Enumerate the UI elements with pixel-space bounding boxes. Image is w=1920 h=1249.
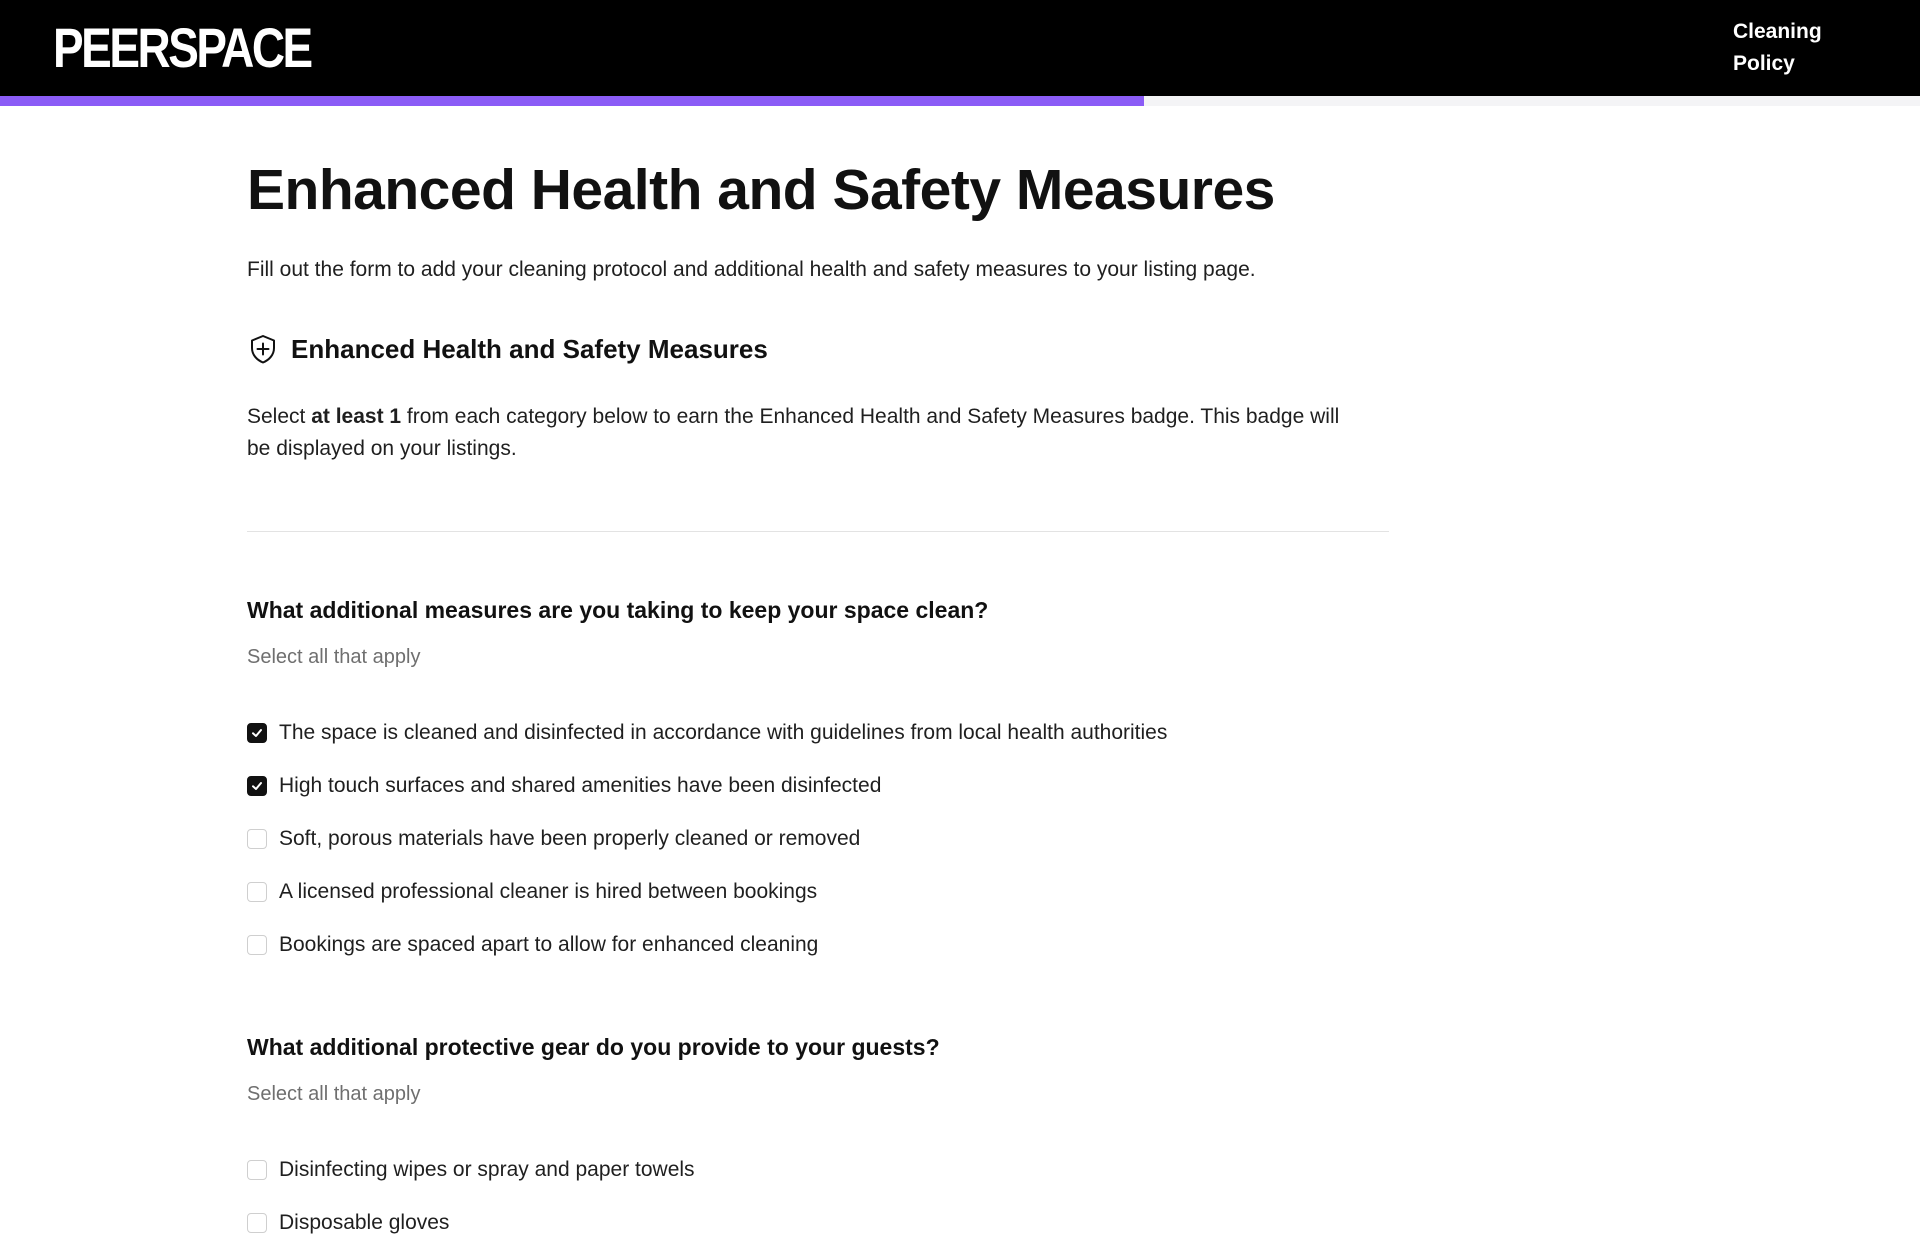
option-label: A licensed professional cleaner is hired between bookings bbox=[279, 879, 818, 903]
question-protective-gear bbox=[247, 1031, 1389, 1249]
checkbox[interactable] bbox=[247, 935, 267, 955]
section-intro bbox=[247, 401, 1367, 465]
checkbox[interactable] bbox=[247, 776, 267, 796]
intro-bold: at least 1 bbox=[311, 405, 402, 428]
section-divider bbox=[247, 531, 1389, 532]
checkmark-icon bbox=[250, 779, 264, 793]
option-bookings-spaced-apart[interactable] bbox=[247, 918, 1389, 971]
options-list bbox=[247, 1143, 1389, 1249]
progress-bar-fill bbox=[0, 96, 1144, 106]
option-local-health-guidelines[interactable] bbox=[247, 706, 1389, 759]
question-cleaning-measures bbox=[247, 594, 1389, 971]
question-title: What additional measures are you taking to keep your space clean? bbox=[247, 597, 989, 623]
question-hint: Select all that apply bbox=[247, 1083, 421, 1105]
peerspace-logo[interactable]: PEERSPACE bbox=[53, 16, 311, 79]
option-professional-cleaner[interactable] bbox=[247, 865, 1389, 918]
checkbox[interactable] bbox=[247, 1213, 267, 1233]
cleaning-policy-link-line1: Cleaning bbox=[1733, 20, 1822, 43]
option-label: Soft, porous materials have been properly cleaned or removed bbox=[279, 826, 861, 850]
page-subtitle: Fill out the form to add your cleaning protocol and additional health and safety measures to your listing page. bbox=[247, 258, 1256, 281]
cleaning-policy-link[interactable] bbox=[1733, 16, 1853, 80]
checkbox[interactable] bbox=[247, 1160, 267, 1180]
intro-prefix: Select bbox=[247, 405, 312, 428]
option-label: High touch surfaces and shared amenities have been disinfected bbox=[279, 773, 882, 797]
option-label: Disposable gloves bbox=[279, 1210, 450, 1234]
main-content bbox=[247, 150, 1389, 1249]
section-heading bbox=[247, 333, 1389, 365]
section-heading-text: Enhanced Health and Safety Measures bbox=[291, 333, 768, 364]
checkbox[interactable] bbox=[247, 829, 267, 849]
cleaning-policy-link-line2: Policy bbox=[1733, 52, 1795, 75]
option-label: The space is cleaned and disinfected in accordance with guidelines from local health authorities bbox=[279, 720, 1168, 744]
checkbox[interactable] bbox=[247, 882, 267, 902]
option-disposable-gloves[interactable] bbox=[247, 1196, 1389, 1249]
option-soft-porous-materials[interactable] bbox=[247, 812, 1389, 865]
question-hint: Select all that apply bbox=[247, 646, 421, 668]
option-high-touch-surfaces[interactable] bbox=[247, 759, 1389, 812]
shield-plus-icon bbox=[247, 333, 279, 365]
checkmark-icon bbox=[250, 726, 264, 740]
option-label: Bookings are spaced apart to allow for enhanced cleaning bbox=[279, 932, 819, 956]
top-navigation-bar bbox=[0, 0, 1920, 96]
option-label: Disinfecting wipes or spray and paper towels bbox=[279, 1157, 695, 1181]
question-title: What additional protective gear do you provide to your guests? bbox=[247, 1034, 940, 1060]
intro-suffix: from each category below to earn the Enhanced Health and Safety Measures badge. This badge will be displayed on your listings. bbox=[247, 405, 1340, 460]
checkbox[interactable] bbox=[247, 723, 267, 743]
option-disinfecting-wipes[interactable] bbox=[247, 1143, 1389, 1196]
options-list bbox=[247, 706, 1389, 971]
page-title: Enhanced Health and Safety Measures bbox=[247, 158, 1275, 222]
